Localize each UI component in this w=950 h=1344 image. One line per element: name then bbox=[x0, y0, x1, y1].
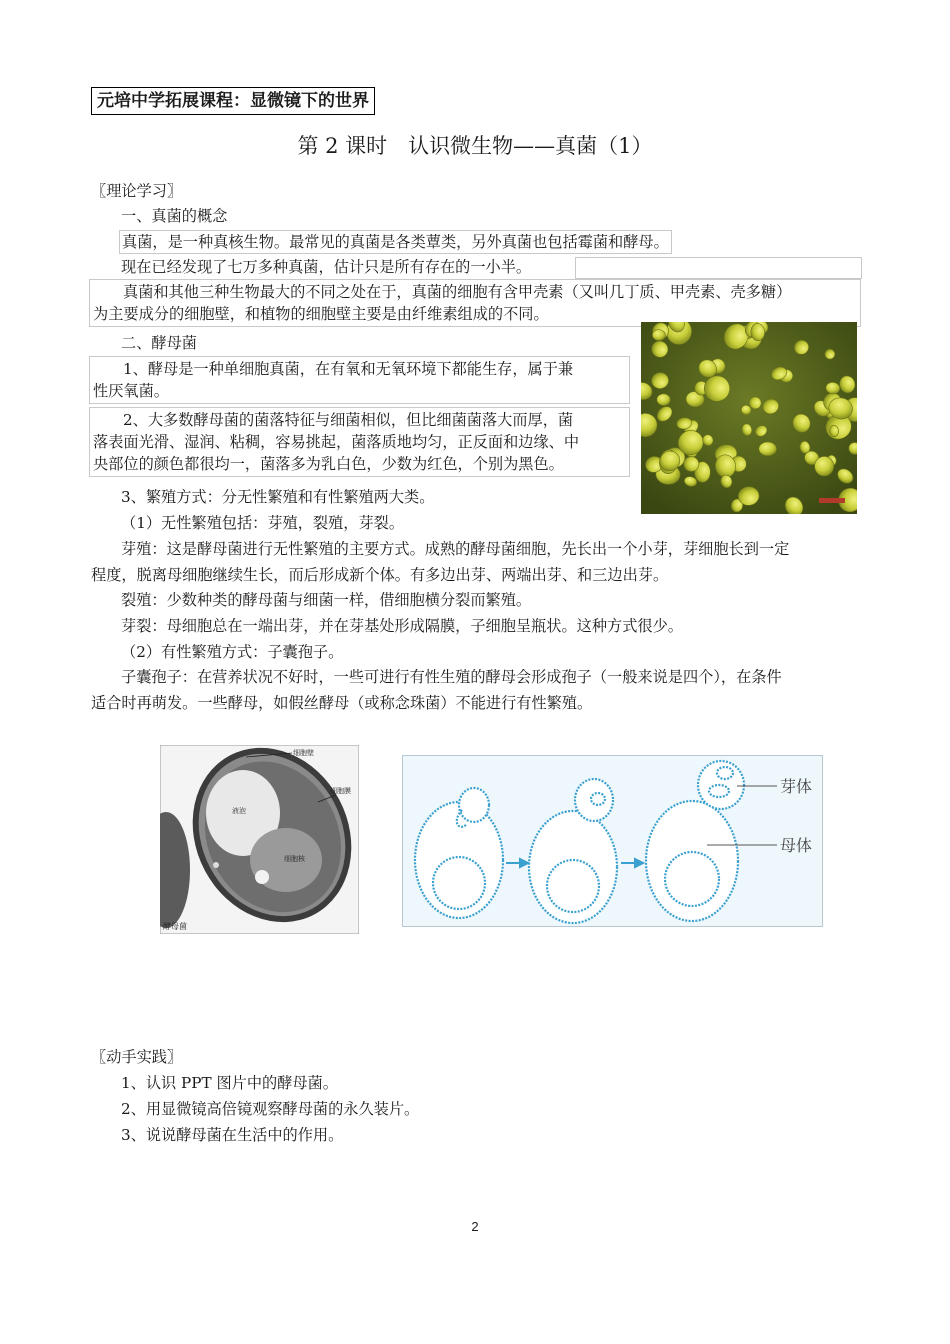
em-label-nucleus: 细胞核 bbox=[284, 855, 305, 863]
page-number: 2 bbox=[471, 1219, 479, 1234]
lesson-title: 第 2 课时 认识微生物——真菌（1） bbox=[297, 134, 653, 158]
practice-item-3: 3、说说酵母菌在生活中的作用。 bbox=[121, 1126, 344, 1144]
theory-heading: 〖理论学习〗 bbox=[91, 182, 183, 200]
sexual-heading: （2）有性繁殖方式：子囊孢子。 bbox=[121, 643, 344, 661]
course-title-box: 元培中学拓展课程：显微镜下的世界 bbox=[91, 87, 375, 115]
section2-para2 bbox=[89, 407, 630, 477]
yeast-cell bbox=[825, 349, 835, 359]
section2-para2-line1: 2、大多数酵母菌的菌落特征与细菌相似，但比细菌菌落大而厚，菌 bbox=[123, 411, 574, 429]
yeast-micrograph-photo bbox=[641, 322, 857, 514]
text-box-outline bbox=[575, 257, 862, 279]
practice-heading: 〖动手实践〗 bbox=[91, 1048, 183, 1066]
yeast-cell bbox=[759, 442, 777, 456]
mother-label: 母体 bbox=[780, 836, 813, 855]
asexual-heading: （1）无性繁殖包括：芽殖，裂殖，芽裂。 bbox=[121, 514, 405, 532]
practice-item-1: 1、认识 PPT 图片中的酵母菌。 bbox=[121, 1074, 338, 1092]
yeast-budding-diagram bbox=[402, 755, 823, 927]
fission-text: 裂殖：少数种类的酵母菌与细菌一样，借细胞横分裂而繁殖。 bbox=[121, 591, 532, 609]
bud-fission-text: 芽裂：母细胞总在一端出芽，并在芽基处形成隔膜，子细胞呈瓶状。这种方式很少。 bbox=[121, 617, 683, 635]
section1-para3-line2: 为主要成分的细胞壁，和植物的细胞壁主要是由纤维素组成的不同。 bbox=[93, 305, 549, 323]
practice-item-2: 2、用显微镜高倍镜观察酵母菌的永久装片。 bbox=[121, 1100, 420, 1118]
em-label-vacuole: 液泡 bbox=[232, 807, 246, 815]
yeast-electron-micrograph bbox=[160, 745, 359, 934]
em-label-wall: 细胞壁 bbox=[293, 749, 314, 757]
section1-para3 bbox=[89, 279, 861, 327]
em-label-membrane: 细胞膜 bbox=[330, 787, 351, 795]
section1-para1: 真菌，是一种真核生物。最常见的真菌是各类蕈类，另外真菌也包括霉菌和酵母。 bbox=[119, 230, 672, 254]
ascospore-line2: 适合时再萌发。一些酵母，如假丝酵母（或称念珠菌）不能进行有性繁殖。 bbox=[91, 694, 593, 712]
section2-para1-line1: 1、酵母是一种单细胞真菌，在有氧和无氧环境下都能生存，属于兼 bbox=[123, 360, 574, 378]
ascospore-line1: 子囊孢子：在营养状况不好时，一些可进行有性生殖的酵母会形成孢子（一般来说是四个），在条件 bbox=[121, 668, 782, 686]
section1-para3-line1: 真菌和其他三种生物最大的不同之处在于，真菌的细胞有含甲壳素（又叫几丁质、甲壳素、壳多糖） bbox=[123, 283, 792, 301]
budding-line1: 芽殖：这是酵母菌进行无性繁殖的主要方式。成熟的酵母菌细胞，先长出一个小芽，芽细胞长到一定 bbox=[121, 540, 790, 558]
yeast-cell bbox=[829, 425, 839, 437]
section2-para3: 3、繁殖方式：分无性繁殖和有性繁殖两大类。 bbox=[121, 488, 435, 506]
section2-para2-line3: 央部位的颜色都很均一，菌落多为乳白色，少数为红色，个别为黑色。 bbox=[93, 455, 564, 473]
bud-label: 芽体 bbox=[780, 777, 813, 796]
em-caption: 酵母菌 bbox=[163, 922, 187, 931]
section2-para1-line2: 性厌氧菌。 bbox=[93, 382, 169, 400]
budding-line2: 程度，脱离母细胞继续生长，而后形成新个体。有多边出芽、两端出芽、和三边出芽。 bbox=[91, 566, 669, 584]
section2-heading: 二、酵母菌 bbox=[121, 334, 197, 352]
section1-heading: 一、真菌的概念 bbox=[121, 207, 228, 225]
section1-para2: 现在已经发现了七万多种真菌，估计只是所有存在的一小半。 bbox=[121, 258, 532, 276]
section2-para1 bbox=[89, 356, 630, 404]
section2-para2-line2: 落表面光滑、湿润、粘稠，容易挑起，菌落质地均匀，正反面和边缘、中 bbox=[93, 433, 579, 451]
